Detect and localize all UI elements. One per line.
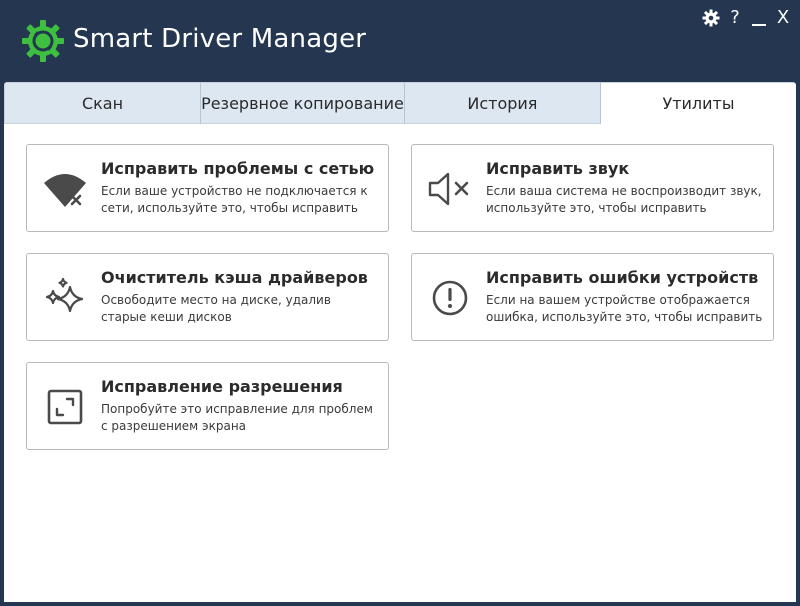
card-title: Очиститель кэша драйверов [101,268,368,287]
card-description: Если на вашем устройстве отображается ошибка, используйте это, чтобы исправить [486,293,763,324]
fix-device-errors-card[interactable] [411,253,774,341]
tab-utilities[interactable]: Утилиты [601,82,796,124]
fix-network-card[interactable] [26,144,389,232]
resize-icon [45,387,85,427]
app-logo-icon [20,18,66,64]
tab-bar [4,82,796,124]
fix-sound-card[interactable] [411,144,774,232]
fix-resolution-card[interactable] [26,362,389,450]
card-description: Попробуйте это исправление для проблем с разрешением экрана [101,402,373,433]
card-title: Исправить звук [486,159,630,178]
sparkles-icon [42,277,88,319]
settings-button[interactable] [702,6,720,30]
card-title: Исправление разрешения [101,377,343,396]
window-controls [702,6,792,30]
card-description: Если ваше устройство не подключается к сети, используйте это, чтобы исправить [101,184,368,215]
close-button[interactable]: X [776,7,790,28]
gear-icon [702,9,720,27]
card-title: Исправить проблемы с сетью [101,159,375,178]
app-title: Smart Driver Manager [73,24,367,54]
tab-backup[interactable]: Резервное копирование [201,82,405,124]
title-bar [0,0,800,84]
driver-cache-cleaner-card[interactable] [26,253,389,341]
tab-history[interactable]: История [405,82,601,124]
card-title: Исправить ошибки устройств [486,268,759,287]
tab-scan[interactable]: Скан [4,82,201,124]
wifi-error-icon [42,169,88,209]
card-description: Освободите место на диске, удалив старые кеши дисков [101,293,331,324]
alert-circle-icon [430,278,470,318]
help-button[interactable]: ? [730,7,740,28]
minimize-icon [751,9,767,27]
sound-off-icon [426,169,474,209]
card-description: Если ваша система не воспроизводит звук, используйте это, чтобы исправить [486,184,762,215]
main-panel [4,82,796,602]
minimize-button[interactable] [750,6,768,30]
